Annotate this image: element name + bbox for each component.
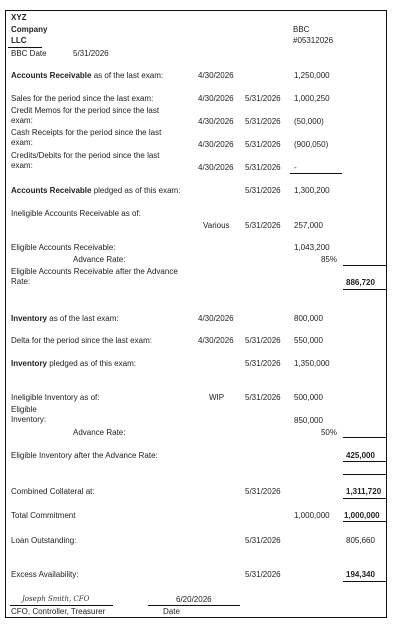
ar-last-exam-label: [11, 71, 163, 81]
excess-availability-label: Excess Availability:: [11, 570, 79, 579]
cash-receipts-label: Cash Receipts for the period since the last exam:: [11, 128, 162, 147]
ar-last-exam-rest: as of the last exam:: [91, 71, 164, 80]
inv-pledged-bold: Inventory: [11, 359, 48, 368]
sales-from-date: 4/30/2026: [198, 94, 234, 103]
credits-debits-to-date: 5/31/2026: [245, 163, 281, 172]
excess-availability-value: 194,340: [346, 570, 375, 579]
cash-receipts-from-date: 4/30/2026: [198, 140, 234, 149]
ar-last-exam-date: 4/30/2026: [198, 71, 234, 80]
cfo-signature: Joseph Smith, CFO: [22, 595, 90, 603]
cash-receipts-to-date: 5/31/2026: [245, 140, 281, 149]
credit-memos-from-date: 4/30/2026: [198, 117, 234, 126]
inv-total-underline: [343, 461, 386, 462]
credits-debits-label: Credits/Debits for the period since the last exam:: [11, 151, 160, 170]
excess-availability-date: 5/31/2026: [245, 570, 281, 579]
company-name-line1: XYZ: [11, 13, 27, 22]
inv-last-exam-value: 800,000: [294, 314, 323, 323]
inv-last-exam-rest: as of the last exam:: [47, 314, 119, 323]
loan-outstanding-date: 5/31/2026: [245, 536, 281, 545]
ar-ineligible-value: 257,000: [294, 221, 323, 230]
combined-underline: [343, 498, 386, 499]
inv-after-advance-value: 425,000: [346, 451, 375, 460]
ar-ineligible-note: Various: [203, 221, 230, 230]
combined-collateral-date: 5/31/2026: [245, 487, 281, 496]
inv-after-advance-label: Eligible Inventory after the Advance Rate:: [11, 451, 158, 460]
commitment-underline: [343, 521, 386, 522]
company-name-line2: Company: [11, 25, 48, 34]
sales-value: 1,000,250: [294, 94, 330, 103]
inv-delta-from-date: 4/30/2026: [198, 336, 234, 345]
ar-ineligible-date: 5/31/2026: [245, 221, 281, 230]
inv-advance-rate-label: Advance Rate:: [73, 428, 126, 437]
excess-underline: [343, 581, 386, 582]
signed-date: 6/20/2026: [176, 595, 212, 604]
cash-receipts-value: (900,050): [294, 140, 329, 149]
ar-advance-rate-value: 85%: [320, 255, 337, 264]
sales-to-date: 5/31/2026: [245, 94, 281, 103]
inv-ineligible-note: WIP: [209, 393, 225, 402]
ar-subtotal-underline: [290, 173, 342, 174]
bbc-date-value: 5/31/2026: [73, 49, 109, 58]
inv-pledged-date: 5/31/2026: [245, 359, 281, 368]
loan-outstanding-value: 805,660: [346, 536, 375, 545]
ar-ineligible-label: Ineligible Accounts Receivable as of:: [11, 209, 141, 218]
combined-collateral-value: 1,311,720: [346, 487, 382, 496]
inv-ineligible-value: 500,000: [294, 393, 323, 402]
ar-advance-rate-label: Advance Rate:: [73, 255, 126, 264]
date-line: [148, 605, 240, 606]
inv-pledged-value: 1,350,000: [294, 359, 330, 368]
ar-pledged-bold: Accounts Receivable: [11, 186, 92, 195]
inv-pledged-label: [11, 359, 136, 369]
inv-delta-to-date: 5/31/2026: [245, 336, 281, 345]
ar-eligible-value: 1,043,200: [294, 243, 330, 252]
inv-delta-value: 550,000: [294, 336, 323, 345]
credit-memos-to-date: 5/31/2026: [245, 117, 281, 126]
combined-collateral-label: Combined Collateral at:: [11, 487, 95, 496]
bbc-number: #05312026: [293, 36, 334, 45]
inv-last-exam-date: 4/30/2026: [198, 314, 234, 323]
credits-debits-value: -: [294, 163, 297, 172]
inv-advance-underline: [343, 437, 386, 438]
inv-last-exam-bold: Inventory: [11, 314, 48, 323]
inv-delta-label: Delta for the period since the last exam:: [11, 336, 152, 345]
bbc-label: BBC: [293, 25, 310, 34]
loan-outstanding-label: Loan Outstanding:: [11, 536, 77, 545]
ar-pledged-date: 5/31/2026: [245, 186, 281, 195]
credit-memos-value: (50,000): [294, 117, 324, 126]
ar-last-exam-value: 1,250,000: [294, 71, 330, 80]
inv-pledged-rest: pledged as of this exam:: [47, 359, 136, 368]
inv-double-underline: [343, 474, 386, 475]
ar-pledged-rest: pledged as of this exam:: [91, 186, 181, 195]
ar-last-exam-bold: Accounts Receivable: [11, 71, 92, 80]
credits-debits-from-date: 4/30/2026: [198, 163, 234, 172]
inv-eligible-label: Eligible Inventory:: [11, 405, 47, 424]
total-commitment-value: 1,000,000: [344, 511, 380, 520]
credit-memos-label: Credit Memos for the period since the last exam:: [11, 106, 160, 125]
ar-total-underline: [343, 289, 386, 290]
ar-advance-underline: [343, 265, 386, 266]
inv-advance-rate-value: 50%: [320, 428, 337, 437]
signer-title-label: CFO, Controller, Treasurer: [11, 607, 106, 616]
inv-eligible-value: 850,000: [294, 416, 323, 425]
ar-after-advance-label: Eligible Accounts Receivable after the Advance Rate:: [11, 267, 178, 286]
ar-eligible-label: Eligible Accounts Receivable:: [11, 243, 116, 252]
inv-last-exam-label: [11, 314, 119, 324]
sales-label: Sales for the period since the last exam:: [11, 94, 154, 103]
inv-ineligible-label: Ineligible Inventory as of:: [11, 393, 100, 402]
ar-pledged-label: [11, 186, 180, 196]
ar-pledged-value: 1,300,200: [294, 186, 330, 195]
total-commitment-label: Total Commitment: [11, 511, 76, 520]
ar-after-advance-value: 886,720: [346, 278, 375, 287]
total-commitment-value-mid: 1,000,000: [294, 511, 330, 520]
signature-date-label: Date: [163, 607, 180, 616]
company-underline: [8, 47, 42, 48]
signature-line: [10, 605, 113, 606]
inv-ineligible-date: 5/31/2026: [245, 393, 281, 402]
bbc-date-label: BBC Date: [11, 49, 47, 58]
company-name-line3: LLC: [11, 36, 27, 45]
